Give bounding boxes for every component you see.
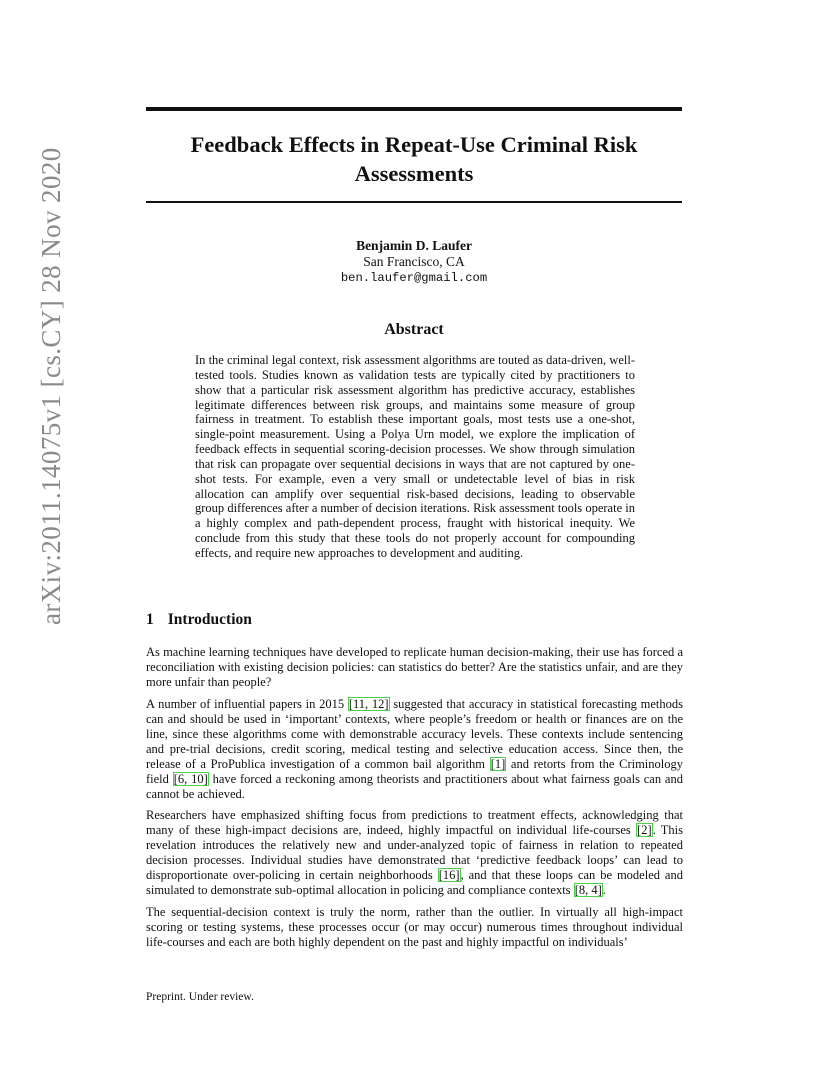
author-name: Benjamin D. Laufer xyxy=(356,238,472,253)
author-email: ben.laufer@gmail.com xyxy=(340,271,488,285)
citation-link[interactable]: [11, 12] xyxy=(348,696,389,711)
preprint-footer: Preprint. Under review. xyxy=(146,991,254,1003)
citation-link[interactable]: [8, 4] xyxy=(574,883,602,897)
paragraph-text: A number of influential papers in 2015 xyxy=(146,696,348,711)
author-block xyxy=(146,238,682,286)
paragraph-1: As machine learning techniques have developed to replicate human decision-making, their use has forced a reconciliation with existing decision policies: can statistics do better? Are the statistics unfair, and are they more unfair than people? xyxy=(146,645,683,689)
abstract-text: In the criminal legal context, risk assessment algorithms are touted as data-driven, well-tested tools. Studies known as validation tests are typically cited by practitioners to show that a particular risk assessment algorithm has predictive accuracy, establishes legitimate differences between risk groups, and maintains some measure of group fairness in treatment. To establish these important goals, most tests use a one-shot, single-point measurement. Using a Polya Urn model, we explore the implication of feedback effects in sequential scoring-decision processes. We show through simulation that risk can propagate over sequential decisions in ways that are not captured by one-shot tests. For example, even a very small or undetectable level of bias in risk allocation can amplify over sequential risk-based decisions, leading to observable group differences after a number of decision iterations. Risk assessment tools operate in a highly complex and path-dependent process, fraught with historical inequity. We conclude from this study that these tools do not properly account for compounding effects, and require new approaches to development and auditing. xyxy=(195,353,635,560)
introduction-body xyxy=(146,645,683,956)
paragraph-3 xyxy=(146,808,683,898)
paragraph-text: . This revelation introduces the relatively new and under-analyzed topic of fairness in relation to repeated decision processes. Individual studies have demonstrated that ‘predictive feedback loops’ can lead to disproportionate over-policing in certain neighborhoods xyxy=(146,823,683,882)
paragraph-text: and retorts from the Criminology field xyxy=(146,756,683,786)
section-number: 1 xyxy=(146,611,154,628)
section-title: Introduction xyxy=(167,611,252,628)
arxiv-identifier-stamp: arXiv:2011.14075v1 [cs.CY] 28 Nov 2020 xyxy=(36,147,66,625)
paragraph-text: Researchers have emphasized shifting focus from predictions to treatment effects, acknowledging that many of these high-impact decisions are, indeed, highly impactful on individual life-courses xyxy=(146,808,683,837)
section-heading xyxy=(146,611,252,629)
citation-link[interactable]: [2] xyxy=(637,823,652,837)
author-location: San Francisco, CA xyxy=(363,254,465,269)
paragraph-text: , and that these loops can be modeled and simulated to demonstrate sub-optimal allocation in policing and compliance contexts xyxy=(146,868,683,897)
title-bottom-rule xyxy=(146,201,682,203)
citation-link[interactable]: [6, 10] xyxy=(173,771,208,786)
paragraph-2 xyxy=(146,697,683,802)
citation-link[interactable]: [1] xyxy=(490,756,506,771)
abstract-heading: Abstract xyxy=(384,321,444,338)
title-top-rule xyxy=(146,107,682,111)
paragraph-text: . xyxy=(602,883,606,897)
paragraph-text: have forced a reckoning among theorists and practitioners about what fairness goals can and cannot be achieved. xyxy=(146,771,683,801)
paragraph-text: suggested that accuracy in statistical forecasting methods can and should be used in ‘important’ contexts, where people’s freedom or health or finances are on the line, since these algorithms come with demonstrable accuracy levels. These contexts include sentencing and pre-trial decisions, credit scoring, medical testing and selective education access. Since then, the release of a ProPublica investigation of a common bail algorithm xyxy=(146,696,683,771)
paper-title: Feedback Effects in Repeat-Use Criminal Risk Assessments xyxy=(190,132,638,186)
citation-link[interactable]: [16] xyxy=(438,868,460,882)
paragraph-4: The sequential-decision context is truly the norm, rather than the outlier. In virtually all high-impact scoring or testing systems, these processes occur (or may occur) numerous times throughout individual life-courses and each are both highly dependent on the past and highly impactful on individuals’ xyxy=(146,904,683,949)
